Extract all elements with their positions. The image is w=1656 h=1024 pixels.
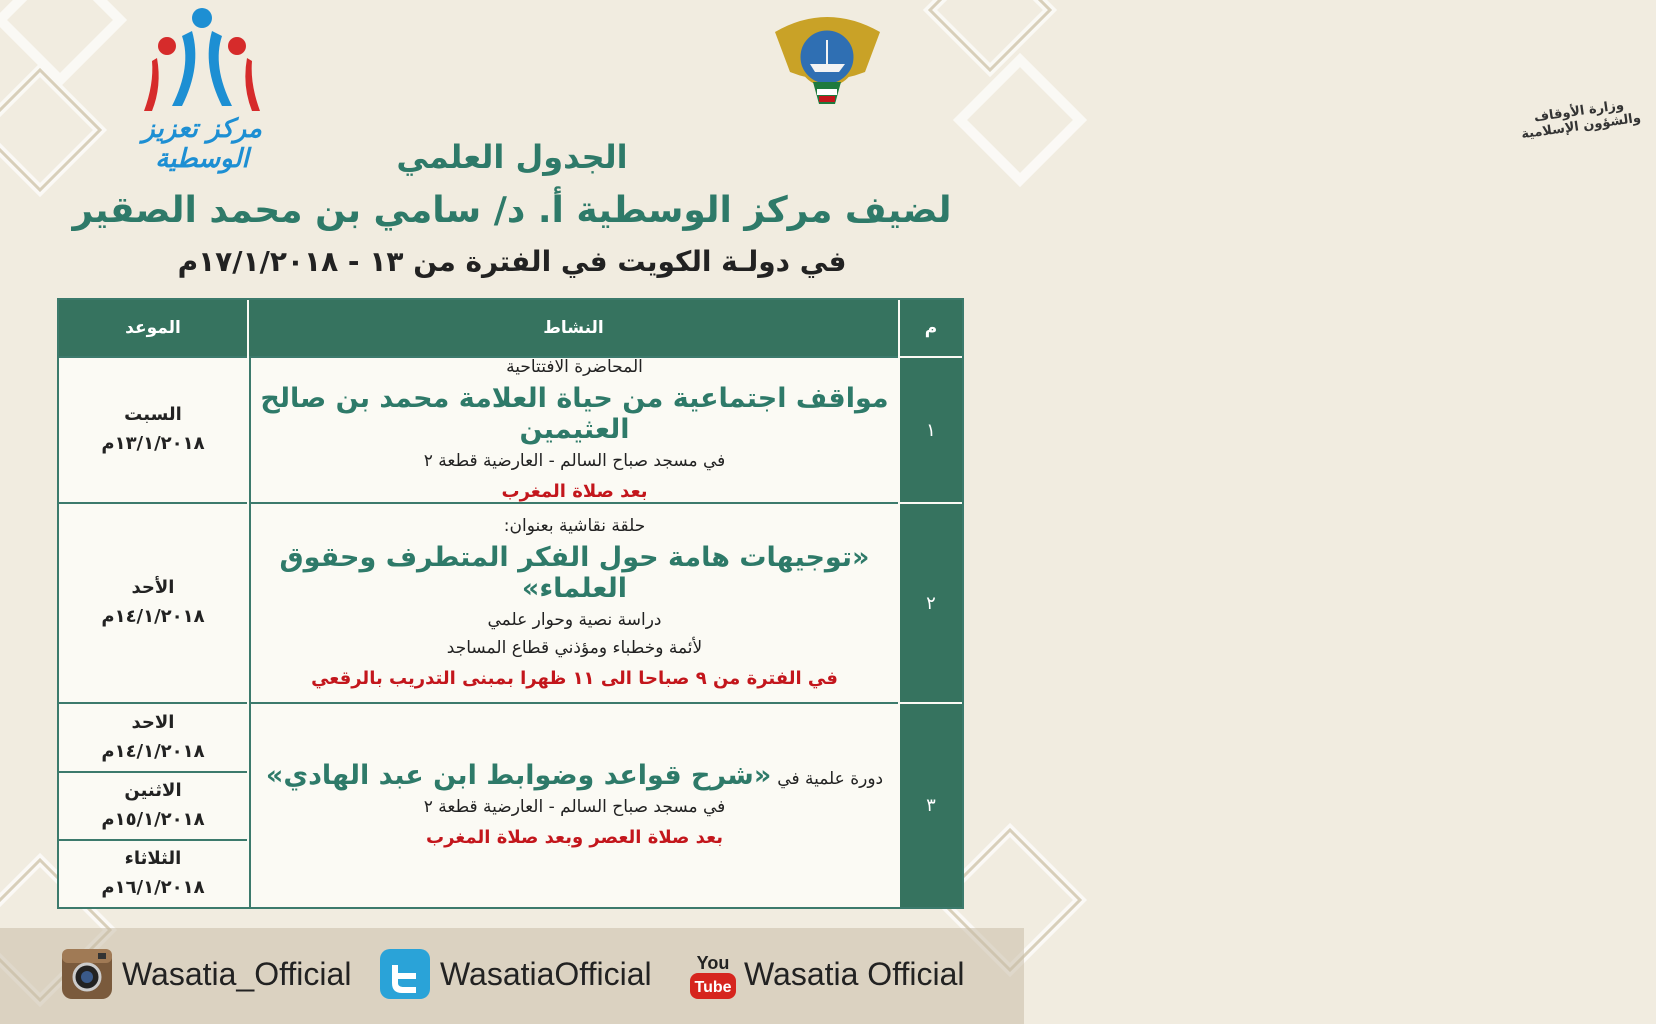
table-row (249, 356, 898, 502)
day-name: الاحد (131, 711, 175, 733)
row-number: ١ (900, 358, 962, 502)
activity-title: مواقف اجتماعية من حياة العلامة محمد بن صالح العثيمين (260, 382, 889, 445)
instagram-icon (60, 947, 114, 1001)
activity-time: في الفترة من ٩ صباحا الى ١١ ظهرا بمبنى التدريب بالرقعي (311, 667, 838, 689)
guest-title: لضيف مركز الوسطية أ. د/ سامي بن محمد الصقير (72, 190, 952, 231)
activity-location: في مسجد صباح السالم - العارضية قطعة ٢ (423, 796, 726, 817)
activity-location: في مسجد صباح السالم - العارضية قطعة ٢ (423, 450, 726, 471)
day-name: الثلاثاء (124, 848, 182, 870)
youtube-handle: Wasatia Official (744, 955, 965, 992)
day-name: السبت (124, 404, 182, 426)
twitter-handle: WasatiaOfficial (440, 955, 652, 992)
youtube-badge-top: You (696, 953, 730, 973)
date-cell (59, 502, 247, 702)
youtube-icon (690, 947, 736, 1001)
date-value: ١٣/١/٢٠١٨م (101, 433, 205, 454)
wasatia-center-logo (112, 6, 292, 174)
activity-heading (266, 758, 883, 793)
activity-title: «توجيهات هامة حول الفكر المتطرف وحقوق العلماء» (279, 541, 870, 604)
activity-type: المحاضرة الافتتاحية (506, 356, 643, 377)
activity-type: حلقة نقاشية بعنوان: (503, 515, 646, 536)
center-logo-text: مركز تعزيز الوسطية (142, 114, 262, 174)
date-value: ١٤/١/٢٠١٨م (101, 740, 205, 762)
page-title: الجدول العلمي (396, 138, 628, 176)
activity-time: بعد صلاة المغرب (501, 480, 648, 502)
state-emblem-icon (755, 12, 900, 112)
column-header-date: الموعد (59, 300, 247, 356)
youtube-link[interactable] (690, 944, 965, 1004)
date-cell (59, 771, 247, 839)
row-number: ٢ (900, 504, 962, 702)
twitter-link[interactable] (378, 944, 652, 1004)
kuwait-ministry-emblem (755, 12, 1642, 152)
activity-description: دراسة نصية وحوار علمي (487, 609, 662, 630)
column-header-activity: النشاط (249, 300, 898, 356)
date-value: ١٤/١/٢٠١٨م (101, 606, 205, 627)
date-value: ١٥/١/٢٠١٨م (101, 809, 205, 830)
activity-title: «شرح قواعد وضوابط ابن عبد الهادي» (265, 759, 772, 791)
row-number: ٣ (900, 704, 962, 907)
table-row (249, 702, 898, 907)
day-name: الاثنين (124, 780, 182, 802)
period-title: في دولـة الكويت في الفترة من ١٣ - ١٧/١/٢٠١٨م (177, 245, 847, 278)
date-value: ١٦/١/٢٠١٨م (101, 877, 205, 898)
activity-time: بعد صلاة العصر وبعد صلاة المغرب (426, 826, 723, 848)
activity-audience: لأئمة وخطباء ومؤذني قطاع المساجد (446, 637, 703, 658)
youtube-badge-bottom: Tube (694, 979, 732, 996)
date-cell (59, 356, 247, 502)
date-cell (59, 702, 247, 771)
column-header-number: م (900, 300, 962, 356)
activity-type: دورة علمية في (777, 768, 884, 789)
day-name: الأحد (131, 577, 175, 599)
instagram-handle: Wasatia_Official (122, 955, 352, 992)
table-row (249, 502, 898, 702)
ministry-text: وزارة الأوقاف والشؤون الإسلامية (1520, 97, 1642, 143)
twitter-icon (378, 947, 432, 1001)
instagram-link[interactable] (60, 944, 351, 1004)
people-logo-icon (112, 6, 292, 116)
schedule-table (57, 298, 964, 909)
date-cell (59, 839, 247, 907)
